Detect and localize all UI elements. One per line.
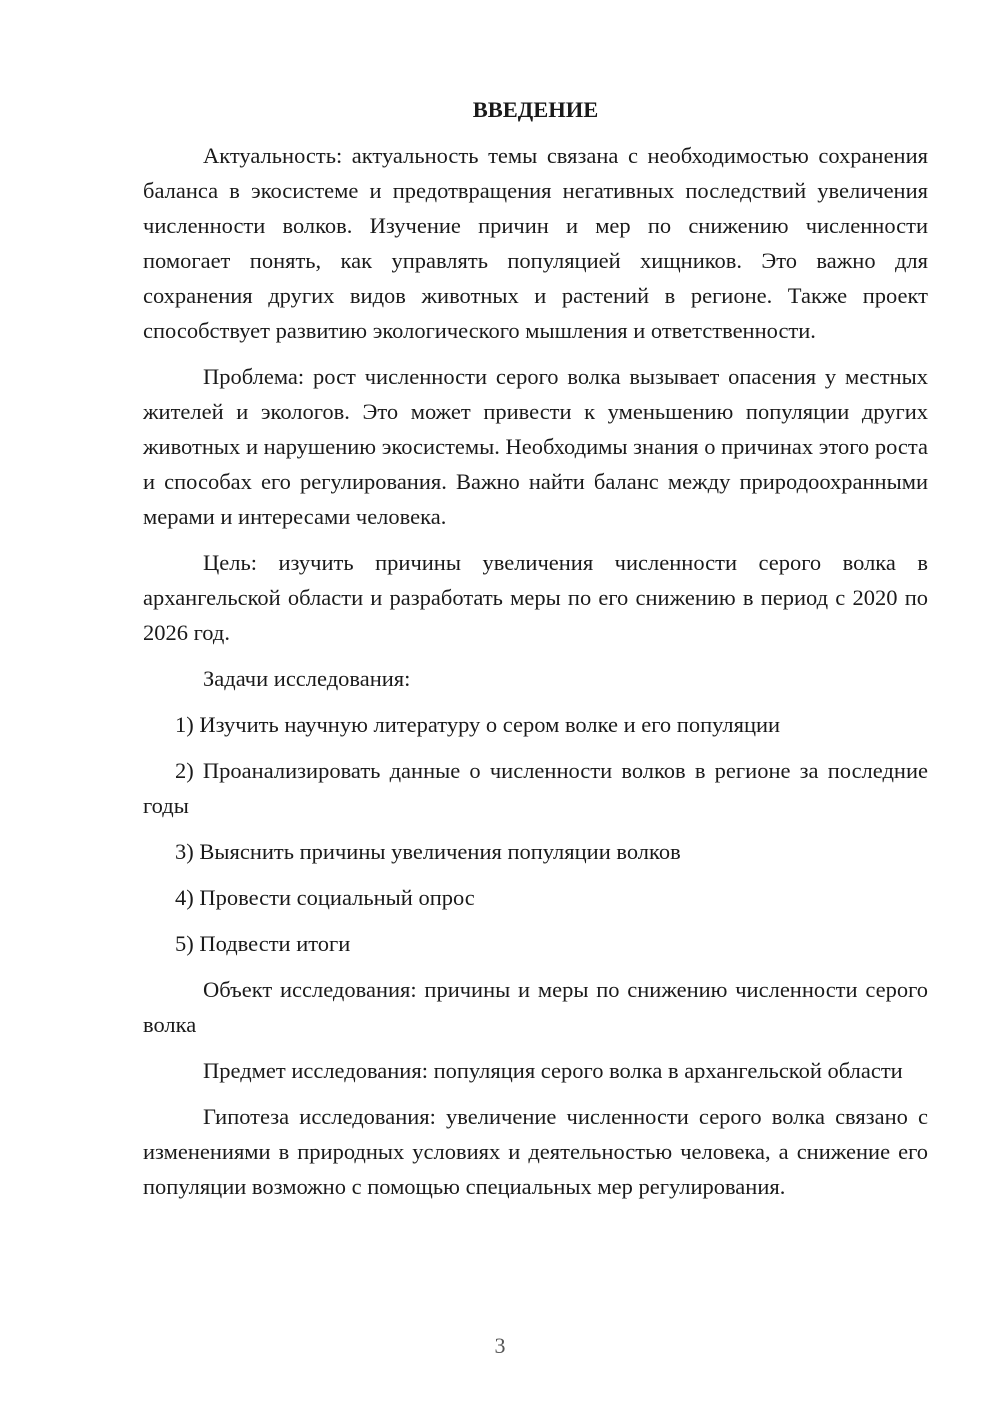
list-item: 1) Изучить научную литературу о сером волке и его популяции [175, 712, 781, 737]
hypothesis-paragraph: Гипотеза исследования: увеличение численности серого волка связано с изменениями в природных условиях и деятельностью человека, а снижение его популяции возможно с помощью специальных мер регулирования. [143, 1104, 928, 1199]
relevance-paragraph: Актуальность: актуальность темы связана с необходимостью сохранения баланса в экосистеме и предотвращения негативных последствий увеличения численности волков. Изучение причин и мер по снижению численности помогает понять, как управлять популяцией хищников. Это важно для сохранения других видов животных и растений в регионе. Также проект способствует развитию экологического мышления и ответственности. [143, 143, 928, 343]
goal-paragraph: Цель: изучить причины увеличения численности серого волка в архангельской области и разработать меры по его снижению в период с 2020 по 2026 год. [143, 550, 928, 645]
page-title: ВВЕДЕНИЕ [472, 97, 599, 122]
object-paragraph: Объект исследования: причины и меры по снижению численности серого волка [143, 977, 928, 1037]
page-number: 3 [494, 1333, 506, 1358]
list-item: 5) Подвести итоги [175, 931, 351, 956]
list-item: 2) Проанализировать данные о численности волков в регионе за последние годы [143, 758, 928, 818]
subject-paragraph: Предмет исследования: популяция серого волка в архангельской области [203, 1058, 903, 1083]
tasks-intro: Задачи исследования: [203, 666, 411, 691]
document-page [143, 92, 928, 1215]
tasks-list [143, 707, 928, 961]
list-item: 3) Выяснить причины увеличения популяции волков [175, 839, 681, 864]
list-item: 4) Провести социальный опрос [175, 885, 475, 910]
problem-paragraph: Проблема: рост численности серого волка вызывает опасения у местных жителей и экологов. Это может привести к уменьшению популяции других животных и нарушению экосистемы. Необходимы знания о причинах этого роста и способах его регулирования. Важно найти баланс между природоохранными мерами и интересами человека. [143, 364, 928, 529]
